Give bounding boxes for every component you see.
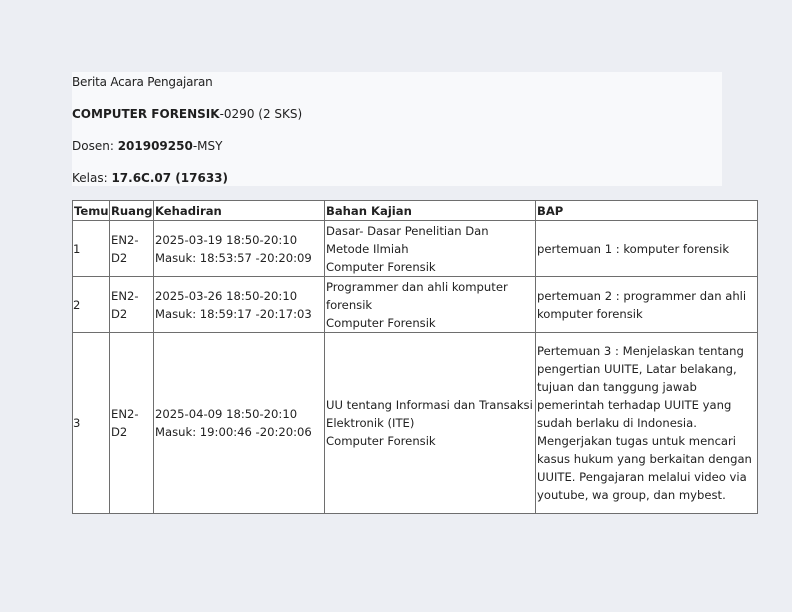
- bahan-kajian-cell: [325, 221, 536, 277]
- column-header-bap: BAP: [536, 201, 758, 221]
- table-row: [73, 277, 758, 333]
- kelas-value: 17.6C.07 (17633): [111, 171, 229, 185]
- column-header-ruang: Ruang: [110, 201, 154, 221]
- ruang-cell: EN2-D2: [110, 221, 154, 277]
- kehadiran-jadwal: 2025-04-09 18:50-20:10: [155, 407, 298, 421]
- kehadiran-cell: [154, 277, 325, 333]
- temu-cell: 3: [73, 333, 110, 514]
- temu-cell: 2: [73, 277, 110, 333]
- kehadiran-jadwal: 2025-03-19 18:50-20:10: [155, 232, 298, 247]
- course-line: [72, 106, 302, 122]
- table-header-row: [73, 201, 758, 221]
- document-title: Berita Acara Pengajaran: [72, 75, 213, 89]
- table-row: [73, 221, 758, 277]
- bahan-kajian-judul: Dasar- Dasar Penelitian Dan Metode Ilmiah: [326, 223, 489, 256]
- bahan-kajian-cell: [325, 333, 536, 514]
- bahan-kajian-judul: UU tentang Informasi dan Transaksi Elektronik (ITE): [326, 398, 533, 430]
- attendance-table: [72, 200, 758, 514]
- course-name: COMPUTER FORENSIK: [72, 107, 220, 121]
- bap-cell: pertemuan 1 : komputer forensik: [536, 221, 758, 277]
- kehadiran-cell: [154, 333, 325, 514]
- kehadiran-masuk: Masuk: 18:53:57 -20:20:09: [155, 250, 312, 265]
- column-header-kehadiran: Kehadiran: [154, 201, 325, 221]
- bahan-kajian-matakuliah: Computer Forensik: [326, 315, 436, 330]
- kehadiran-masuk: Masuk: 18:59:17 -20:17:03: [155, 306, 312, 321]
- kehadiran-cell: [154, 221, 325, 277]
- dosen-label: Dosen:: [72, 139, 118, 153]
- bahan-kajian-matakuliah: Computer Forensik: [326, 434, 436, 448]
- kehadiran-jadwal: 2025-03-26 18:50-20:10: [155, 288, 298, 303]
- course-code: -0290 (2 SKS): [219, 107, 303, 121]
- ruang-cell: EN2-D2: [110, 277, 154, 333]
- temu-cell: 1: [73, 221, 110, 277]
- document-header: [72, 72, 722, 186]
- ruang-cell: EN2-D2: [110, 333, 154, 514]
- bahan-kajian-judul: Programmer dan ahli komputer forensik: [326, 279, 508, 312]
- bahan-kajian-matakuliah: Computer Forensik: [326, 259, 436, 274]
- kehadiran-masuk: Masuk: 19:00:46 -20:20:06: [155, 425, 312, 439]
- bap-cell: pertemuan 2 : programmer dan ahli komputer forensik: [536, 277, 758, 333]
- dosen-line: [72, 138, 222, 154]
- bap-cell: Pertemuan 3 : Menjelaskan tentang pengertian UUITE, Latar belakang, tujuan dan tanggung jawab pemerintah terhadap UUITE yang sudah berlaku di Indonesia. Mengerjakan tugas untuk mencari kasus hukum yang berkaitan dengan UUITE. Pengajaran melalui video via youtube, wa group, dan mybest.: [536, 333, 758, 514]
- kelas-label: Kelas:: [72, 171, 112, 185]
- kelas-line: [72, 170, 228, 186]
- table-row: [73, 333, 758, 514]
- column-header-bahan-kajian: Bahan Kajian: [325, 201, 536, 221]
- dosen-code: 201909250: [117, 139, 193, 153]
- bahan-kajian-cell: [325, 277, 536, 333]
- column-header-temu: Temu: [73, 201, 110, 221]
- dosen-suffix: -MSY: [192, 139, 223, 153]
